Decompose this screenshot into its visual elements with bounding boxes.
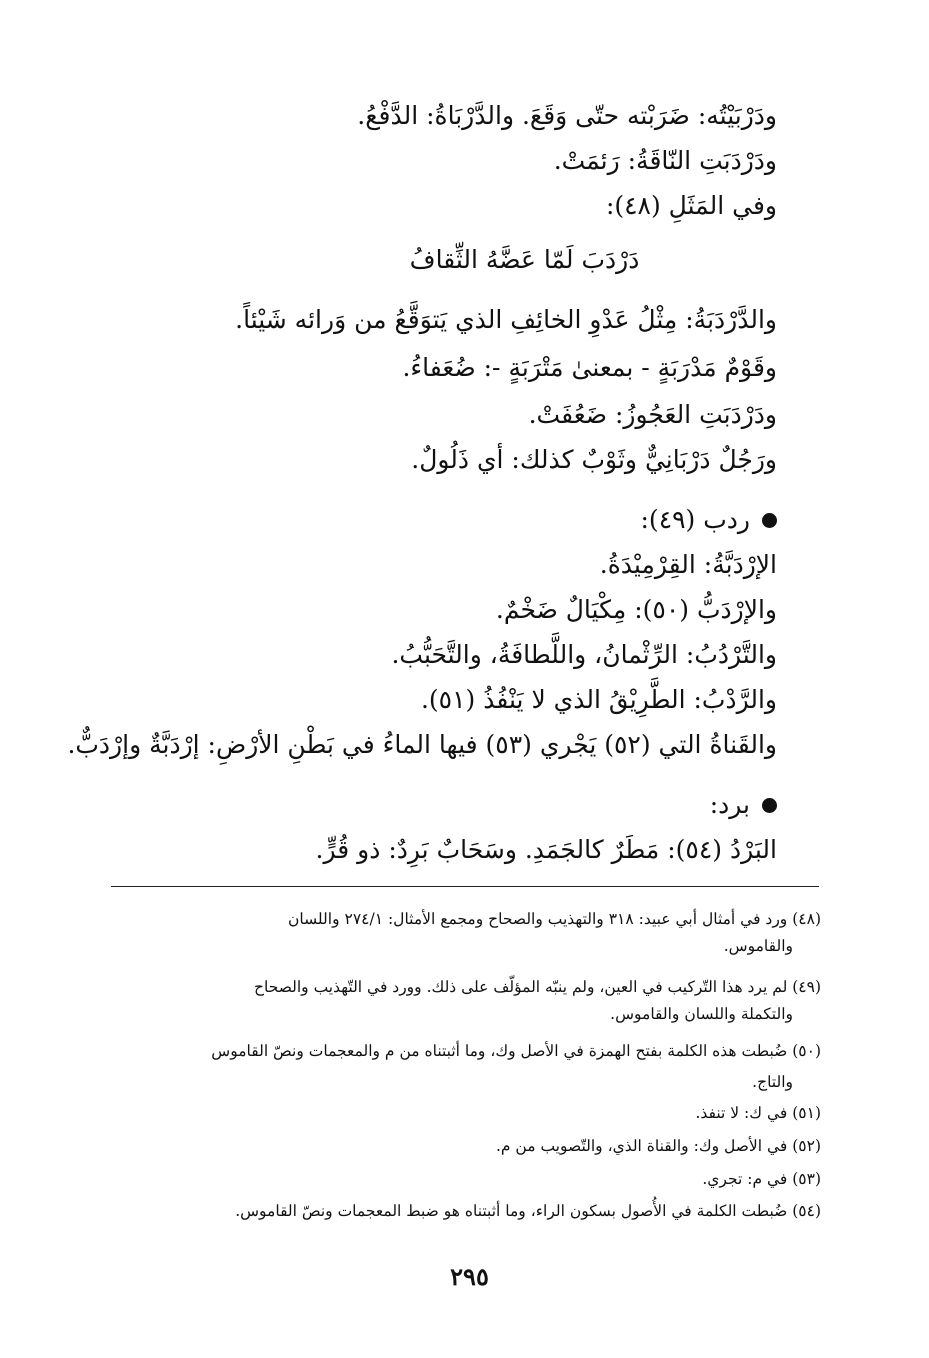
bullet-icon — [762, 513, 777, 528]
section-heading-bard — [80, 785, 777, 825]
text-line: ورَجُلٌ دَرْبَانِيٌّ وثَوْبٌ كذلك: أي ذَلُولٌ. — [411, 445, 777, 474]
page-number: ٢٩٥ — [450, 1262, 489, 1291]
text-line: والإرْدَبُّ (٥٠): مِكْيَالٌ ضَخْمٌ. — [495, 595, 777, 624]
footnote-50-cont: والتاج. — [752, 1073, 793, 1091]
section-heading-text: برد: — [709, 790, 750, 819]
text-line: البَرْدُ (٥٤): مَطَرٌ كالجَمَدِ. وسَحَابٌ بَرِدٌ: ذو قُرٍّ. — [315, 835, 777, 864]
footnote-separator — [111, 886, 819, 887]
text-line: والقَناةُ التي (٥٢) يَجْري (٥٣) فيها الماءُ في بَطْنِ الأرْضِ: إرْدَبَّةٌ وإرْدَبٌّ. — [67, 730, 777, 759]
footnote-52: (٥٢) في الأصل وك: والقناة الذي، والتّصويب من م. — [495, 1137, 821, 1155]
footnote-51: (٥١) في ك: لا تنفذ. — [695, 1104, 821, 1122]
footnote-54: (٥٤) ضُبطت الكلمة في الأُصول بسكون الراء، وما أثبتناه هو ضبط المعجمات ونصّ القاموس. — [235, 1202, 821, 1220]
text-line: الإرْدَبَّةُ: القِرْمِيْدَةُ. — [599, 550, 777, 579]
section-heading-text: ردب (٤٩): — [640, 505, 750, 534]
text-line: والدَّرْدَبَةُ: مِثْلُ عَدْوِ الخائِفِ الذي يَتوَقَّعُ من وَرائه شَيْئاً. — [235, 305, 777, 334]
footnote-49-cont: والتكملة واللسان والقاموس. — [610, 1005, 793, 1023]
verse-line: دَرْدَبَ لَمّا عَضَّهُ الثِّقافُ — [409, 245, 640, 274]
text-line: والتَّرْدُبُ: الرِّثْمانُ، واللَّطافَةُ، والتَّحَبُّبُ. — [391, 640, 777, 669]
section-heading-radab — [80, 500, 777, 540]
footnote-49: (٤٩) لم يرد هذا التّركيب في العين، ولم ينبّه المؤلّف على ذلك. وورد في التّهذيب والصحاح — [253, 978, 821, 996]
text-line: ودَرْبَيْتُه: ضَرَبْته حتّى وَقَعَ. والدَّرْبَاةُ: الدَّفْعُ. — [357, 101, 777, 130]
text-line: ودَرْدَبَتِ العَجُوزُ: ضَعُفَتْ. — [528, 400, 777, 429]
text-line: وقَوْمٌ مَدْرَبَةٍ - بمعنىٰ مَتْرَبَةٍ -: ضُعَفاءُ. — [402, 353, 777, 382]
bullet-icon — [762, 798, 777, 813]
footnote-48-cont: والقاموس. — [723, 937, 793, 955]
footnote-48: (٤٨) ورد في أمثال أبي عبيد: ٣١٨ والتهذيب والصحاح ومجمع الأمثال: ٢٧٤/١ واللسان — [287, 910, 821, 928]
text-line: والرَّدْبُ: الطَّرِيْقُ الذي لا يَنْفُذُ (٥١). — [420, 685, 777, 714]
footnote-50: (٥٠) ضُبطت هذه الكلمة بفتح الهمزة في الأصل وك، وما أثبتناه من م والمعجمات ونصّ القاموس — [211, 1042, 821, 1060]
footnote-53: (٥٣) في م: تجري. — [702, 1170, 821, 1188]
text-line: وفي المَثَلِ (٤٨): — [605, 191, 777, 220]
text-line: ودَرْدَبَتِ النّاقَةُ: رَئمَتْ. — [553, 146, 777, 175]
